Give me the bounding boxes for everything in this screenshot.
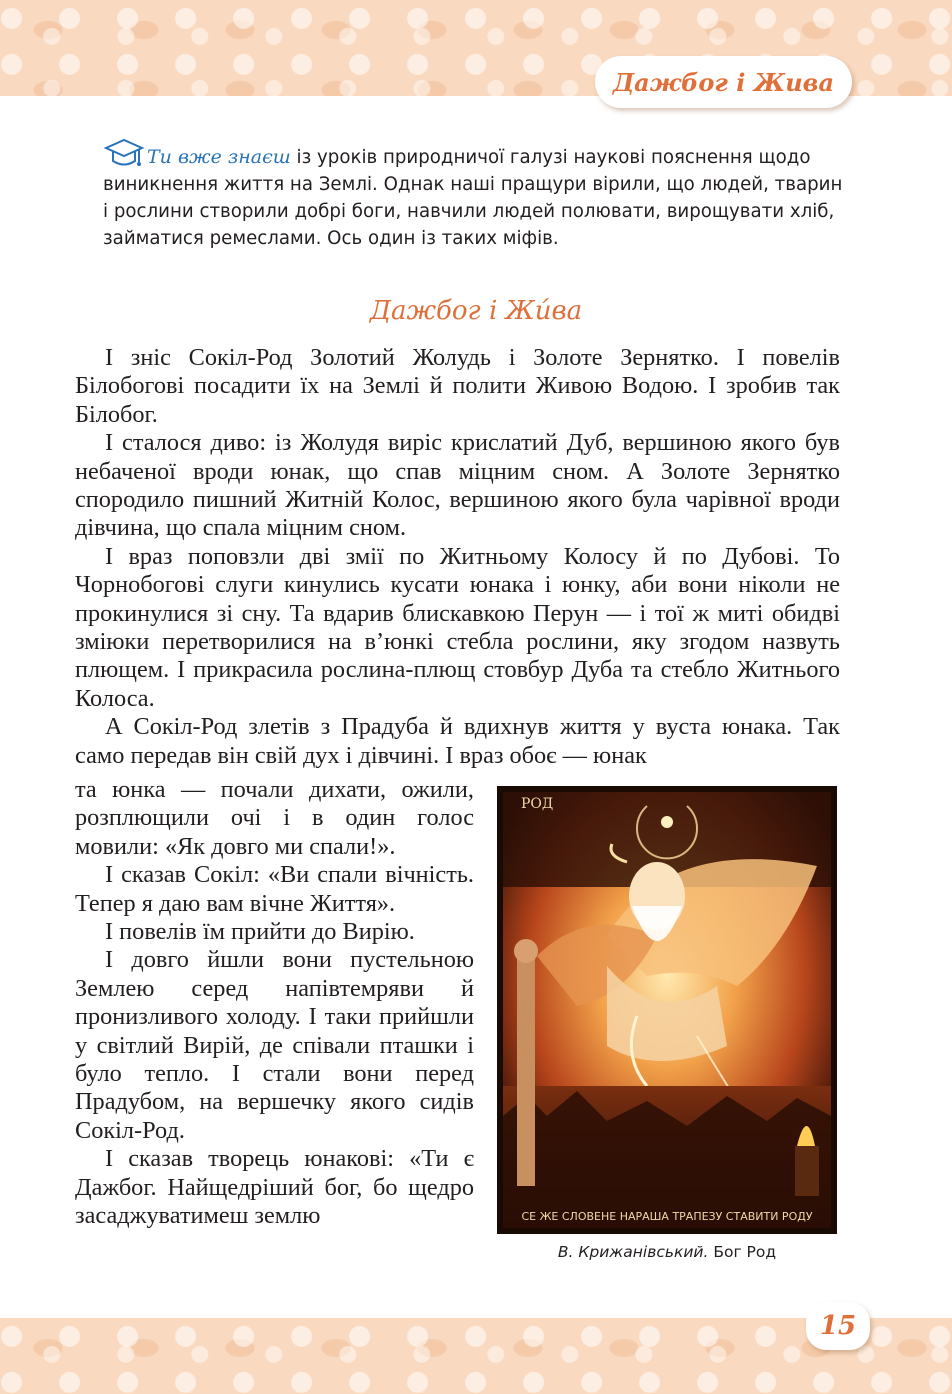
story-paragraph: І сказав Сокіл: «Ви спали вічність. Тепер я даю вам вічне Життя». xyxy=(75,861,474,917)
painting-label-bottom: СЕ ЖЕ СЛОВЕНЕ НАРАША ТРАПЕЗУ СТАВИТИ РОДУ xyxy=(521,1210,813,1223)
story-title: Дажбог і Жи́ва xyxy=(369,296,583,326)
graduation-cap-icon xyxy=(103,136,145,174)
story-paragraph: та юнка — почали дихати, ожили, розплющили очі і в один голос мовили: «Як довго ми спали!». xyxy=(75,776,474,860)
story-paragraph: І зніс Сокіл-Род Золотий Жолудь і Золоте Зернятко. І повелів Білобогові посадити їх на Землі й полити Живою Водою. І зробив так Білобог. xyxy=(75,344,840,428)
painting-image xyxy=(497,786,837,1234)
page-number: 15 xyxy=(806,1302,870,1350)
painting-god-rod xyxy=(497,786,837,1234)
story-paragraph: І повелів їм прийти до Вирію. xyxy=(105,918,415,946)
story-paragraph: А Сокіл-Род злетів з Прадуба й вдихнув життя у вуста юнака. Так само передав він свій дух і дівчині. І враз обоє — юнак xyxy=(75,713,840,769)
intro-lead: Ти вже знаєш xyxy=(147,146,291,168)
story-paragraph: І враз поповзли дві змії по Житньому Колосу й по Дубові. То Чорнобогові слуги кинулись кусати юнака і юнку, аби вони ніколи не прокинулися зі сну. Та вдарив блискавкою Перун — і тої ж миті обидві зміюки перетворилися на в’юнкі стебла рослини, яку згодом назвуть плющем. І прикрасила рослина-плющ стовбур Дуба та стебло Житнього Колоса. xyxy=(75,542,840,712)
story-paragraph: І сталося диво: із Жолудя виріс крислатий Дуб, вершиною якого був небаченої вроди юнак, що спав міцним сном. А Золоте Зернятко спородило пишний Житній Колос, вершиною якого була чарівної вроди дівчина, що спала міцним сном. xyxy=(75,429,840,542)
painting-label-top: РОД xyxy=(521,796,554,812)
story-paragraph: І довго йшли вони пустельною Землею серед напівтемряви й пронизливого холоду. І таки прийшли у світлий Вирій, де співали пташки і було тепло. І стали вони перед Прадубом, на вершечку якого сидів Сокіл-Род. xyxy=(75,946,474,1144)
caption-author: В. Крижанівський. xyxy=(557,1243,709,1261)
intro-text: із уроків природничої галузі наукові пояснення щодо виникнення життя на Землі. Однак наші пращури вірили, що людей, тварин і рослини створили добрі боги, навчили людей полювати, вирощувати хліб, займатися ремеслами. Ось один із таких міфів. xyxy=(103,147,843,249)
section-title: Дажбог і Жива xyxy=(612,67,834,97)
story-body-full-width xyxy=(75,344,840,770)
story-body-narrow xyxy=(75,776,474,1231)
figure-caption xyxy=(497,1243,837,1261)
story-paragraph: І сказав творець юнакові: «Ти є Дажбог. Найщедріший бог, бо щедро засаджуватимеш землю xyxy=(75,1145,474,1230)
section-title-tag xyxy=(595,56,852,108)
intro-block xyxy=(103,144,848,252)
caption-title: Бог Род xyxy=(708,1243,777,1261)
